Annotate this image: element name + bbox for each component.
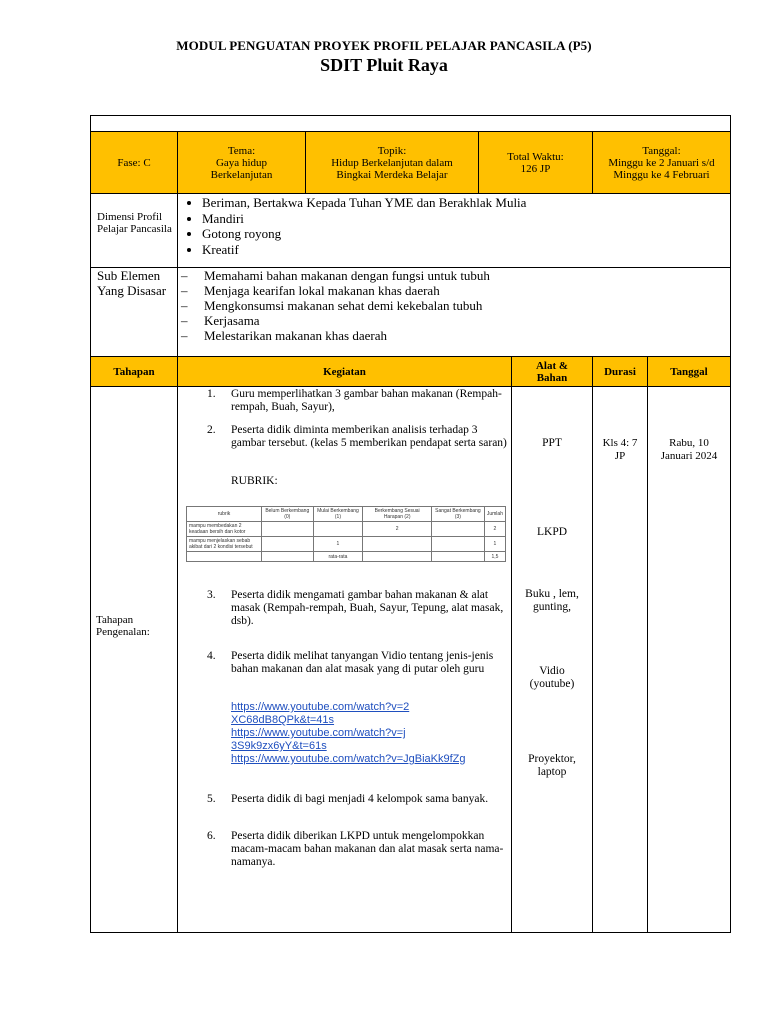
rubric-header-row xyxy=(187,507,506,522)
step-number: 1. xyxy=(207,388,216,400)
header-tahapan xyxy=(90,356,178,387)
sub-elemen-label-cell xyxy=(90,267,178,357)
header-kegiatan xyxy=(177,356,512,387)
video-link[interactable]: https://www.youtube.com/watch?v=j3S9k9zx6yY&t=61s xyxy=(231,727,406,752)
tanggal-value: Minggu ke 2 Januari s/d Minggu ke 4 Februari xyxy=(608,156,715,181)
dimensi-item: • Mandiri xyxy=(202,211,730,227)
durasi-cell xyxy=(592,386,648,933)
rubric-cell: 2 xyxy=(484,522,505,537)
dimensi-list-cell xyxy=(177,193,731,268)
alat-item: LKPD xyxy=(536,526,568,538)
dimensi-item: • Kreatif xyxy=(202,242,730,258)
rubrik-label: RUBRIK: xyxy=(231,475,278,487)
sub-elemen-item: – Menjaga kearifan lokal makanan khas daerah xyxy=(178,283,730,298)
step-text: Peserta didik diberikan LKPD untuk mengelompokkan macam-macam bahan makanan dan alat masak serta nama-namanya. xyxy=(231,830,504,868)
sub-elemen-list xyxy=(178,268,730,343)
sub-elemen-item: – Melestarikan makanan khas daerah xyxy=(178,328,730,343)
sub-elemen-list-cell xyxy=(177,267,731,357)
rubric-cell xyxy=(262,552,314,562)
waktu-value: 126 JP xyxy=(520,162,551,175)
header-alat-text: Alat & Bahan xyxy=(535,359,569,384)
rubric-cell xyxy=(431,537,484,552)
header-tanggal-text: Tanggal xyxy=(670,365,708,378)
alat-cell xyxy=(511,386,593,933)
step-text: Peserta didik diminta memberikan analisis terhadap 3 gambar tersebut. (kelas 5 memberikan pendapat serta saran) xyxy=(231,424,507,449)
tema-value: Gaya hidup Berkelanjutan xyxy=(210,156,273,181)
header-durasi-text: Durasi xyxy=(604,365,636,378)
alat-item: PPT xyxy=(542,437,562,449)
step-text: Peserta didik mengamati gambar bahan makanan & alat masak (Rempah-rempah, Buah, Sayur, Tepung, alat masak, dsb). xyxy=(231,589,504,627)
durasi-text: Kls 4: 7 JP xyxy=(602,437,638,462)
rubric-header: Belum Berkembang (0) xyxy=(262,507,314,522)
dimensi-label-cell xyxy=(90,193,178,268)
alat-item: Proyektor, laptop xyxy=(528,753,576,778)
sub-elemen-item: – Mengkonsumsi makanan sehat demi kekebalan tubuh xyxy=(178,298,730,313)
sub-elemen-label: Sub Elemen Yang Disasar xyxy=(97,268,167,298)
video-links xyxy=(231,701,466,766)
video-link[interactable]: https://www.youtube.com/watch?v=2XC68dB8QPk&t=41s xyxy=(231,701,410,726)
step-text: Peserta didik di bagi menjadi 4 kelompok sama banyak. xyxy=(231,793,489,805)
header-alat xyxy=(511,356,593,387)
rubric-table xyxy=(186,506,506,562)
waktu-label: Total Waktu: xyxy=(507,150,564,163)
dimensi-list xyxy=(178,195,730,257)
document-title: MODUL PENGUATAN PROYEK PROFIL PELAJAR PANCASILA (P5) xyxy=(176,38,592,53)
header-kegiatan-text: Kegiatan xyxy=(323,365,366,378)
tanggal-text: Rabu, 10 Januari 2024 xyxy=(660,437,718,462)
rubric-cell: 1,5 xyxy=(484,552,505,562)
rubric-cell: 1 xyxy=(484,537,505,552)
rubric-header: rubrik xyxy=(187,507,262,522)
rubric-row xyxy=(187,537,506,552)
video-link[interactable]: https://www.youtube.com/watch?v=JgBiaKk9fZg xyxy=(231,753,466,765)
rubric-cell xyxy=(363,537,432,552)
rubric-cell: 2 xyxy=(363,522,432,537)
blank-top-row xyxy=(90,115,731,132)
rubric-cell xyxy=(431,522,484,537)
header-durasi xyxy=(592,356,648,387)
rubric-cell xyxy=(262,522,314,537)
header-tanggal xyxy=(647,356,731,387)
alat-item: Vidio (youtube) xyxy=(529,665,575,690)
rubric-cell: mampu membedakan 2 keadaan bersih dan kotor xyxy=(187,522,262,537)
step-text: Peserta didik melihat tanyangan Vidio tentang jenis-jenis bahan makanan dan alat masak yang di putar oleh guru xyxy=(231,650,494,675)
rubric-cell: 1 xyxy=(313,537,363,552)
tanggal-cell xyxy=(592,131,731,194)
alat-item: Buku , lem, gunting, xyxy=(525,588,579,613)
step-number: 6. xyxy=(207,830,216,842)
dimensi-label: Dimensi Profil Pelajar Pancasila xyxy=(97,211,172,235)
rubric-header: Berkembang Sesuai Harapan (2) xyxy=(363,507,432,522)
fase-text: Fase: C xyxy=(117,156,151,169)
rubric-cell xyxy=(431,552,484,562)
step-number: 5. xyxy=(207,793,216,805)
step-number: 4. xyxy=(207,650,216,662)
rubric-cell: mampu menjelaskan sebab akibat dari 2 kondisi tersebut xyxy=(187,537,262,552)
rubric-cell xyxy=(262,537,314,552)
rubric-row xyxy=(187,522,506,537)
school-name: SDIT Pluit Raya xyxy=(320,55,448,75)
fase-cell xyxy=(90,131,178,194)
step-text: Guru memperlihatkan 3 gambar bahan makanan (Rempah-rempah, Buah, Sayur), xyxy=(231,388,502,413)
topik-label: Topik: xyxy=(377,144,407,157)
rubric-header: Sangat Berkembang (3) xyxy=(431,507,484,522)
rubric-cell xyxy=(313,522,363,537)
waktu-cell xyxy=(478,131,593,194)
tahapan-text: Tahapan Pengenalan: xyxy=(96,614,150,638)
rubric-cell xyxy=(363,552,432,562)
tema-label: Tema: xyxy=(227,144,256,157)
rubric-row xyxy=(187,552,506,562)
tanggal-label: Tanggal: xyxy=(642,144,681,157)
header-tahapan-text: Tahapan xyxy=(113,365,155,378)
step-number: 2. xyxy=(207,424,216,436)
rubric-cell xyxy=(187,552,262,562)
tahapan-cell xyxy=(90,386,178,933)
dimensi-item: • Beriman, Bertakwa Kepada Tuhan YME dan Berakhlak Mulia xyxy=(202,195,730,211)
topik-cell xyxy=(305,131,479,194)
sub-elemen-item: – Memahami bahan makanan dengan fungsi untuk tubuh xyxy=(178,268,730,283)
tema-cell xyxy=(177,131,306,194)
topik-value: Hidup Berkelanjutan dalam Bingkai Merdeka Belajar xyxy=(331,156,453,181)
rubric-header: Mulai Berkembang (1) xyxy=(313,507,363,522)
dimensi-item: • Gotong royong xyxy=(202,226,730,242)
rubric-header: Jumlah xyxy=(484,507,505,522)
step-number: 3. xyxy=(207,589,216,601)
sub-elemen-item: – Kerjasama xyxy=(178,313,730,328)
rubric-cell: rata-rata xyxy=(313,552,363,562)
tanggal-body-cell xyxy=(647,386,731,933)
